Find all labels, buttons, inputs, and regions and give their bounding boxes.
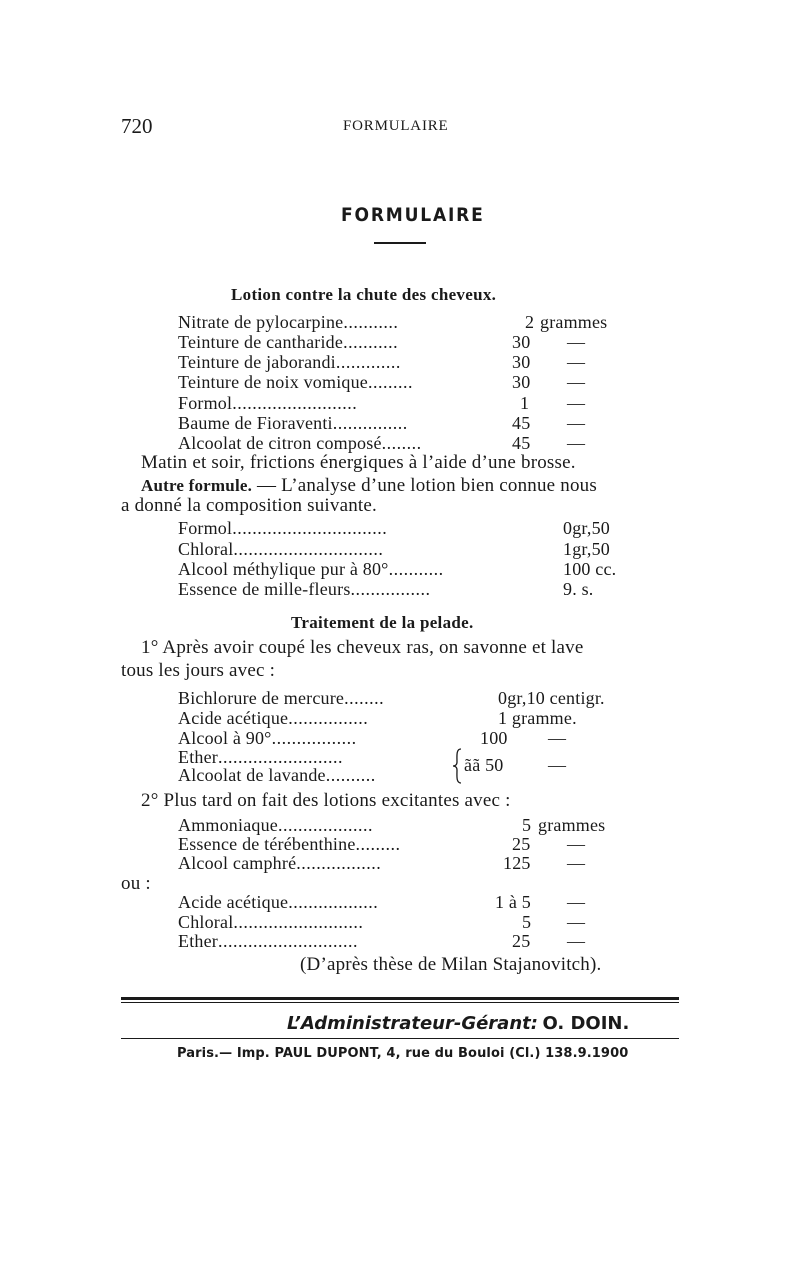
section2-intro-line1: — L’analyse d’une lotion bien connue nous: [252, 475, 597, 496]
ingredient-unit: —: [567, 853, 586, 873]
ingredient-row: [178, 393, 357, 414]
step2: 2° Plus tard on fait des lotions excitantes avec :: [141, 790, 511, 811]
ingredient-row: [178, 372, 413, 393]
or-label: ou :: [121, 873, 151, 894]
ingredient-name: Teinture de jaborandi: [178, 352, 336, 372]
ingredient-row: [178, 853, 381, 874]
ingredient-row: [178, 352, 401, 373]
ingredient-name: Formol: [178, 518, 233, 538]
section1-instruction: Matin et soir, frictions énergiques à l’aide d’une brosse.: [141, 452, 576, 473]
ingredient-row: [178, 892, 378, 913]
footer-double-rule-top: [121, 997, 679, 1000]
footer-double-rule-bottom: [121, 1002, 679, 1003]
administrator-label: L’Administrateur-Gérant:: [287, 1013, 538, 1034]
ingredient-qty: 30: [512, 352, 531, 372]
ingredient-unit: —: [567, 433, 586, 453]
ingredient-name: Alcool camphré: [178, 853, 297, 873]
leader-dots: ...............................: [232, 518, 388, 538]
ingredient-unit: —: [567, 892, 586, 912]
ingredient-qty: 1 à 5: [495, 892, 531, 912]
ingredient-qty: 25: [512, 834, 531, 854]
ingredient-name: Baume de Fioraventi: [178, 413, 333, 433]
leader-dots: ..........................: [233, 912, 364, 932]
ingredient-row: [178, 688, 384, 709]
ingredient-qty: 1 gramme.: [498, 708, 577, 728]
ingredient-row: [178, 708, 368, 729]
leader-dots: ........: [344, 688, 385, 708]
ingredient-qty: 45: [512, 433, 531, 453]
ingredient-unit: —: [567, 332, 586, 352]
imprint: Paris.— Imp. PAUL DUPONT, 4, rue du Bouloi (Cl.) 138.9.1900: [177, 1046, 629, 1061]
ingredient-row: [178, 912, 363, 933]
leader-dots: ............................: [217, 931, 358, 951]
ingredient-row: [178, 834, 401, 855]
leader-dots: ...............: [332, 413, 408, 433]
ingredient-unit: grammes: [538, 815, 606, 835]
ingredient-qty: 0gr,10 centigr.: [498, 688, 605, 708]
ingredient-qty: 125: [503, 853, 531, 873]
ingredient-unit: —: [567, 393, 586, 413]
ingredient-unit: —: [567, 352, 586, 372]
footer-bottom-rule: [121, 1038, 679, 1039]
section1-heading: Lotion contre la chute des cheveux.: [231, 285, 497, 304]
brace-icon: [452, 748, 464, 784]
autre-formule-label: Autre formule.: [141, 476, 253, 495]
section3-heading: Traitement de la pelade.: [291, 613, 474, 632]
step1-line2: tous les jours avec :: [121, 660, 276, 681]
leader-dots: .........: [368, 372, 413, 392]
leader-dots: .........................: [232, 393, 358, 413]
ingredient-row: [178, 518, 387, 539]
ingredient-name: Chloral: [178, 539, 234, 559]
leader-dots: .................: [271, 728, 357, 748]
ingredient-name: Formol: [178, 393, 233, 413]
ingredient-unit: —: [567, 413, 586, 433]
ingredient-qty: 9. s.: [563, 579, 594, 599]
ingredient-row: [178, 433, 422, 454]
ingredient-qty: 2: [525, 312, 535, 332]
leader-dots: .............: [335, 352, 401, 372]
leader-dots: ........: [381, 433, 422, 453]
ingredient-name: Essence de mille-fleurs: [178, 579, 351, 599]
ingredient-qty: 45: [512, 413, 531, 433]
ingredient-name: Essence de térébenthine: [178, 834, 356, 854]
ingredient-name: Ether: [178, 747, 218, 767]
leader-dots: ..........: [325, 765, 376, 785]
ingredient-qty: 30: [512, 372, 531, 392]
ingredient-row: [178, 332, 398, 353]
ingredient-name: Nitrate de pylocarpine: [178, 312, 344, 332]
ingredient-row: [178, 559, 444, 580]
ingredient-name: Alcool méthylique pur à 80°: [178, 559, 389, 579]
step1-line1: 1° Après avoir coupé les cheveux ras, on savonne et lave: [141, 637, 584, 658]
leader-dots: ...................: [277, 815, 373, 835]
ingredient-row: [178, 413, 408, 434]
ingredient-row: [178, 931, 358, 952]
ingredient-qty: 1: [520, 393, 530, 413]
ingredient-name: Alcool à 90°: [178, 728, 272, 748]
section2-intro-line2: a donné la composition suivante.: [121, 495, 377, 516]
leader-dots: .........: [355, 834, 401, 854]
ingredient-qty: 30: [512, 332, 531, 352]
ingredient-row: [178, 579, 431, 600]
leader-dots: .........................: [217, 747, 343, 767]
ingredient-unit: —: [548, 728, 567, 748]
ingredient-qty: 25: [512, 931, 531, 951]
ingredient-qty: 1gr,50: [563, 539, 610, 559]
ingredient-name: Alcoolat de citron composé: [178, 433, 382, 453]
ingredient-row: [178, 815, 373, 836]
ingredient-unit: —: [567, 834, 586, 854]
ingredient-qty: 100: [480, 728, 508, 748]
leader-dots: ...........: [388, 559, 444, 579]
ingredient-name: Alcoolat de lavande: [178, 765, 326, 785]
ingredient-name: Chloral: [178, 912, 234, 932]
ingredient-unit: —: [567, 931, 586, 951]
page-number: 720: [121, 114, 153, 138]
ingredient-qty: 0gr,50: [563, 518, 610, 538]
brace-unit: —: [548, 755, 567, 775]
ingredient-name: Teinture de cantharide: [178, 332, 344, 352]
ingredient-name: Ether: [178, 931, 218, 951]
leader-dots: .................: [296, 853, 382, 873]
ingredient-row: [178, 539, 383, 560]
main-title: FORMULAIRE: [341, 204, 485, 226]
leader-dots: ..............................: [233, 539, 384, 559]
leader-dots: ...........: [343, 312, 399, 332]
running-title: FORMULAIRE: [343, 118, 449, 134]
ingredient-unit: —: [567, 372, 586, 392]
administrator-name: O. DOIN.: [542, 1013, 630, 1034]
administrator-line: [287, 1013, 629, 1034]
section2-intro: [141, 475, 597, 496]
ingredient-row: [178, 765, 376, 786]
ingredient-name: Bichlorure de mercure: [178, 688, 345, 708]
title-underline: [374, 242, 426, 244]
ingredient-qty: 100 cc.: [563, 559, 617, 579]
leader-dots: ................: [288, 708, 369, 728]
ingredient-unit: —: [567, 912, 586, 932]
ingredient-name: Ammoniaque: [178, 815, 278, 835]
leader-dots: ................: [350, 579, 431, 599]
ingredient-qty: 5: [522, 815, 532, 835]
ingredient-row: [178, 312, 398, 333]
ingredient-name: Acide acétique: [178, 892, 289, 912]
ingredient-name: Acide acétique: [178, 708, 289, 728]
leader-dots: ...........: [343, 332, 399, 352]
leader-dots: ..................: [288, 892, 379, 912]
ingredient-qty: 5: [522, 912, 532, 932]
source-citation: (D’après thèse de Milan Stajanovitch).: [300, 954, 602, 975]
ingredient-name: Teinture de noix vomique: [178, 372, 368, 392]
ingredient-row: [178, 728, 357, 749]
ingredient-unit: grammes: [540, 312, 608, 332]
brace-quantity: ãã 50: [464, 755, 504, 775]
